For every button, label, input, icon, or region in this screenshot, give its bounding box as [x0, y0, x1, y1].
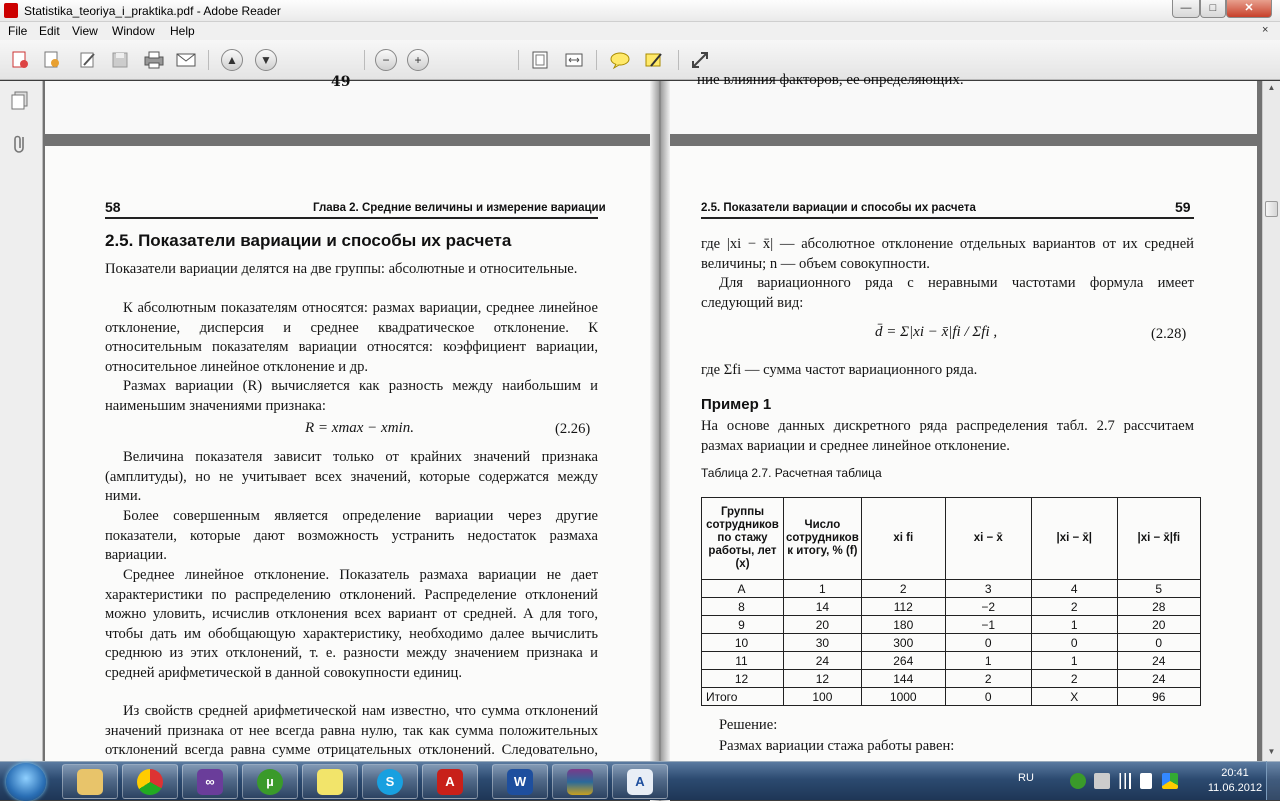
paragraph: На основе данных дискретного ряда распределения табл. 2.7 рассчитаем размах вариации и среднее линейное отклонение.: [701, 418, 1194, 454]
close-document-icon[interactable]: ×: [1262, 24, 1269, 36]
window-title: Statistika_teoriya_i_praktika.pdf - Adobe Reader: [24, 4, 281, 18]
table-cell: 1: [1031, 616, 1117, 634]
table-row: [702, 598, 1201, 616]
equation-number: (2.26): [555, 421, 591, 437]
table-cell: 1000: [861, 688, 945, 706]
table-cell: 2: [1031, 670, 1117, 688]
table-header: Число сотрудников к итогу, % (f): [784, 498, 862, 580]
right-header-rule: [701, 217, 1194, 219]
table-cell: −2: [945, 598, 1031, 616]
create-pdf-icon[interactable]: [8, 48, 32, 72]
clock-time: 20:41: [1221, 767, 1249, 779]
formula-2-26: R = xmax − xmin.: [305, 420, 414, 436]
table-header: Группы сотрудников по стажу работы, лет (x): [702, 498, 784, 580]
fit-width-icon[interactable]: [562, 48, 586, 72]
paragraph: Более совершенным является определение вариации через другие показатели, которые дают возможность устранить недостаток размаха вариации.: [105, 508, 598, 563]
next-page-button[interactable]: ▼: [254, 48, 278, 72]
previous-page-button[interactable]: ▲: [220, 48, 244, 72]
book-gutter: [650, 81, 670, 801]
edit-pdf-icon[interactable]: [40, 48, 64, 72]
title-bar: [0, 0, 1280, 22]
chrome-icon: [137, 769, 163, 795]
paragraph: Для вариационного ряда с неравными частотами формула имеет следующий вид:: [701, 275, 1194, 311]
show-desktop-button[interactable]: [1266, 761, 1280, 800]
table-cell: 24: [784, 652, 862, 670]
table-cell: 4: [1031, 580, 1117, 598]
adobe-reader-app-icon[interactable]: [4, 3, 18, 18]
scroll-up-arrow-icon[interactable]: ▲: [1267, 83, 1276, 92]
table-cell: 0: [945, 688, 1031, 706]
previous-page-number: 49: [331, 74, 351, 90]
toolbar-separator: [678, 50, 679, 70]
table-cell: −1: [945, 616, 1031, 634]
taskbar-chrome[interactable]: [122, 764, 178, 799]
table-row: [702, 580, 1201, 598]
menu-file[interactable]: File: [8, 24, 28, 38]
menu-view[interactable]: View: [72, 24, 98, 38]
previous-page-text: ние влияния факторов, ее определяющих.: [697, 72, 964, 88]
taskbar-skype[interactable]: [362, 764, 418, 799]
example-title: Пример 1: [701, 396, 772, 413]
right-running-head: 2.5. Показатели вариации и способы их расчета: [701, 202, 976, 214]
taskbar-utorrent[interactable]: [242, 764, 298, 799]
taskbar-wordpad[interactable]: [612, 764, 668, 799]
table-cell: 0: [1031, 634, 1117, 652]
paragraph: К абсолютным показателям относятся: размах вариации, среднее линейное отклонение, дисперсия и среднее квадратическое отклонение. К относительным показателям вариации относятся: коэффициент вариации, относительное линейное отклонение и др.: [105, 300, 598, 375]
taskbar-word[interactable]: [492, 764, 548, 799]
table-cell: 1: [945, 652, 1031, 670]
page-spread: [45, 146, 1257, 786]
visual-studio-icon: ∞: [197, 769, 223, 795]
sticky-notes-icon: [317, 769, 343, 795]
table-cell: 28: [1117, 598, 1200, 616]
table-cell: 112: [861, 598, 945, 616]
left-header-rule: [105, 217, 598, 219]
word-icon: W: [507, 769, 533, 795]
paragraph: Величина показателя зависит только от крайних значений признака (амплитуды), но не учитывает всех значений, которые содержатся между ними.: [105, 449, 598, 504]
table-cell: X: [1031, 688, 1117, 706]
table-cell: 96: [1117, 688, 1200, 706]
table-row: [702, 652, 1201, 670]
table-header: xi fi: [861, 498, 945, 580]
google-drive-icon[interactable]: [1162, 773, 1178, 789]
table-cell: 264: [861, 652, 945, 670]
table-cell: 30: [784, 634, 862, 652]
windows-taskbar: [0, 761, 1280, 800]
toolbar-separator: [364, 50, 365, 70]
left-page-number: 58: [105, 199, 121, 215]
scrollbar-thumb[interactable]: [1265, 201, 1278, 217]
paragraph: Решение:: [719, 717, 778, 733]
left-running-head: Глава 2. Средние величины и измерение вариации: [313, 202, 606, 214]
table-cell: 0: [945, 634, 1031, 652]
document-view[interactable]: [43, 72, 1262, 761]
zoom-out-button[interactable]: −: [374, 48, 398, 72]
toolbar: [0, 40, 1280, 80]
section-title: 2.5. Показатели вариации и способы их расчета: [105, 231, 512, 250]
right-page-number: 59: [1175, 199, 1191, 215]
table-cell: 2: [1031, 598, 1117, 616]
print-icon[interactable]: [142, 48, 166, 72]
table-cell: Итого: [702, 688, 784, 706]
scroll-down-arrow-icon[interactable]: ▼: [1267, 747, 1276, 756]
toolbar-separator: [518, 50, 519, 70]
minimize-button[interactable]: —: [1172, 0, 1200, 18]
table-cell: 12: [702, 670, 784, 688]
table-cell: 11: [702, 652, 784, 670]
edit-icon[interactable]: [76, 48, 100, 72]
start-button[interactable]: [6, 763, 46, 801]
table-cell: 180: [861, 616, 945, 634]
menu-window[interactable]: Window: [112, 24, 155, 38]
paragraph: Среднее линейное отклонение. Показатель размаха вариации не дает характеристики по распределению отклонений. Распределение отклонений можно уловить, исчислив отклонения всех вариант от средней. А для того, чтобы дать им обобщающую характеристику, необходимо далее вычислить среднюю из этих отклонений, т. е. разности между значением признака и средней арифметической в данной совокупности единиц.: [105, 567, 598, 681]
clock[interactable]: [1200, 766, 1270, 796]
explorer-icon: [77, 769, 103, 795]
table-cell: 1: [784, 580, 862, 598]
table-row: [702, 634, 1201, 652]
table-total-row: [702, 688, 1201, 706]
vertical-scrollbar[interactable]: [1262, 81, 1280, 761]
zoom-in-button[interactable]: +: [406, 48, 430, 72]
utorrent-icon: µ: [257, 769, 283, 795]
system-tray: [1010, 762, 1280, 801]
clock-date: 11.06.2012: [1207, 782, 1263, 794]
taskbar-explorer[interactable]: [62, 764, 118, 799]
table-cell: 8: [702, 598, 784, 616]
device-tray-icon[interactable]: [1094, 773, 1110, 789]
table-cell: 1: [1031, 652, 1117, 670]
maximize-button[interactable]: □: [1200, 0, 1226, 18]
table-cell: 2: [861, 580, 945, 598]
adobe-reader-icon: A: [437, 769, 463, 795]
toolbar-separator: [208, 50, 209, 70]
table-cell: 20: [1117, 616, 1200, 634]
taskbar-visual-studio[interactable]: [182, 764, 238, 799]
calculation-table: [701, 497, 1201, 706]
page-thumbnails-icon[interactable]: [10, 91, 30, 111]
table-cell: 10: [702, 634, 784, 652]
table-cell: 14: [784, 598, 862, 616]
table-row: [702, 616, 1201, 634]
table-cell: 20: [784, 616, 862, 634]
volume-icon[interactable]: [1140, 773, 1152, 789]
skype-icon: S: [377, 769, 403, 795]
close-button[interactable]: ✕: [1226, 0, 1272, 18]
paragraph: Показатели вариации делятся на две группы: абсолютные и относительные.: [105, 261, 578, 277]
winrar-icon: [567, 769, 593, 795]
network-signal-icon[interactable]: [1118, 773, 1134, 789]
formula-2-28: d̄ = Σ|xi − x̄|fi / Σfi ,: [875, 324, 998, 340]
highlight-icon[interactable]: [642, 48, 666, 72]
paragraph: где |xi − x̄| — абсолютное отклонение отдельных вариантов от их средней величины; n — объем совокупности.: [701, 236, 1194, 272]
menu-help[interactable]: Help: [170, 24, 195, 38]
table-cell: 3: [945, 580, 1031, 598]
wordpad-icon: A: [627, 769, 653, 795]
taskbar-sticky-notes[interactable]: [302, 764, 358, 799]
table-cell: 5: [1117, 580, 1200, 598]
paragraph: Размах вариации (R) вычисляется как разность между наибольшим и наименьшим значениями признака:: [105, 378, 598, 414]
table-cell: 0: [1117, 634, 1200, 652]
utorrent-tray-icon[interactable]: [1070, 773, 1086, 789]
paragraph: Размах вариации стажа работы равен:: [719, 738, 955, 754]
fit-page-icon[interactable]: [528, 48, 552, 72]
menu-edit[interactable]: Edit: [39, 24, 60, 38]
table-cell: 24: [1117, 652, 1200, 670]
table-cell: 12: [784, 670, 862, 688]
taskbar-adobe-reader[interactable]: [422, 764, 478, 799]
menu-bar: [0, 22, 1280, 40]
navigation-pane: [0, 81, 43, 761]
table-caption: Таблица 2.7. Расчетная таблица: [701, 466, 882, 480]
table-header: |xi − x̄|fi: [1117, 498, 1200, 580]
full-screen-icon[interactable]: [688, 48, 712, 72]
table-cell: 24: [1117, 670, 1200, 688]
taskbar-winrar[interactable]: [552, 764, 608, 799]
sticky-note-icon[interactable]: [608, 48, 632, 72]
toolbar-separator: [596, 50, 597, 70]
table-cell: 2: [945, 670, 1031, 688]
email-icon[interactable]: [174, 48, 198, 72]
table-cell: 300: [861, 634, 945, 652]
paragraph: Из свойств средней арифметической нам известно, что сумма отклонений значений признака от нее всегда равна нулю, так как сумма положительных отклонений всегда равна сумме отрицательных отклонений. Следовательно,: [105, 703, 598, 758]
table-header: xi − x̄: [945, 498, 1031, 580]
paragraph: где Σfi — сумма частот вариационного ряда.: [701, 362, 978, 378]
language-indicator[interactable]: RU: [1018, 772, 1034, 784]
table-cell: 100: [784, 688, 862, 706]
table-header: |xi − x̄|: [1031, 498, 1117, 580]
equation-number: (2.28): [1151, 326, 1187, 342]
attachments-icon[interactable]: [10, 133, 30, 153]
save-icon[interactable]: [108, 48, 132, 72]
table-row: [702, 670, 1201, 688]
table-cell: А: [702, 580, 784, 598]
table-cell: 9: [702, 616, 784, 634]
table-cell: 144: [861, 670, 945, 688]
